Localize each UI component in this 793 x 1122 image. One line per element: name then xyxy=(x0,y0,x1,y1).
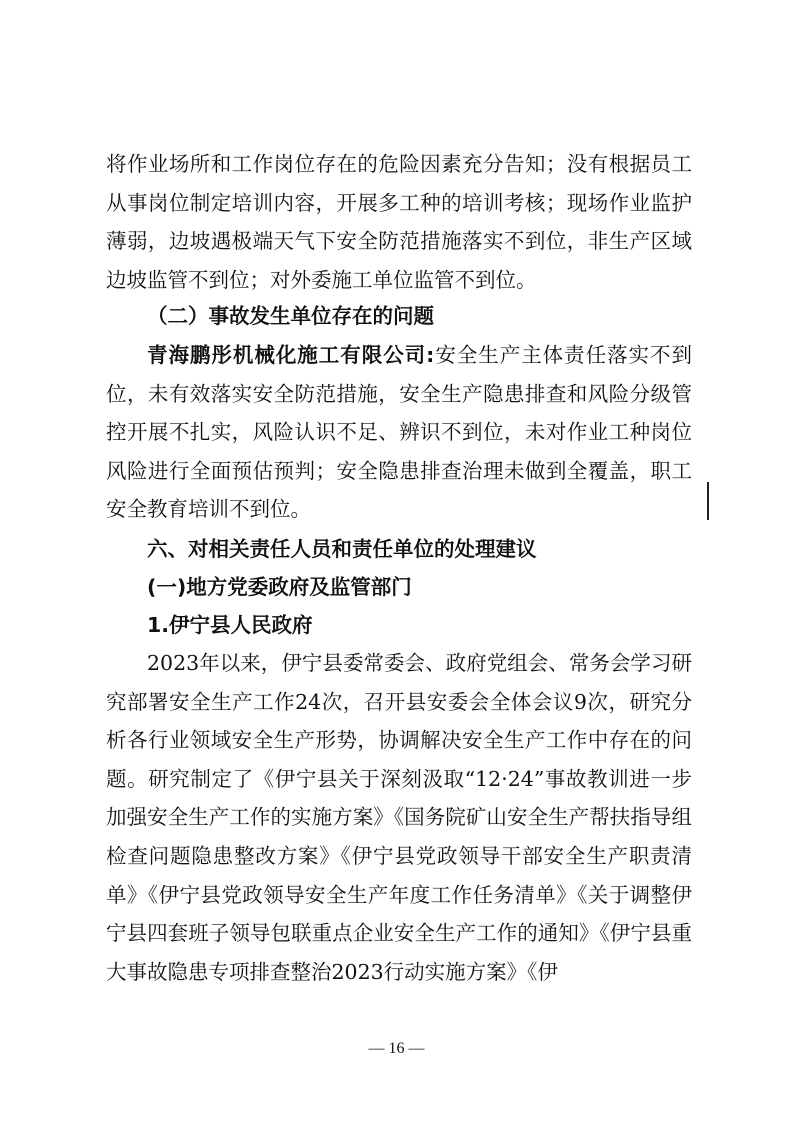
paragraph-hazard-notification: 将作业场所和工作岗位存在的危险因素充分告知；没有根据员工从事岗位制定培训内容，开展多工种的培训考核；现场作业监护薄弱，边坡遇极端天气下安全防范措施落实不到位，非生产区域边坡监管不到位；对外委施工单位监管不到位。 xyxy=(106,152,692,292)
margin-mark xyxy=(707,482,709,520)
subheading-local-government: (一)地方党委政府及监管部门 xyxy=(147,575,412,599)
paragraph-company-problems xyxy=(106,336,692,529)
company-name: 青海鹏彤机械化施工有限公司: xyxy=(147,343,435,367)
page-number: — 16 — xyxy=(368,1040,425,1057)
paragraph-county-work-summary: 2023年以来，伊宁县委常委会、政府党组会、常务会学习研究部署安全生产工作24次，召开县安委会全体会议9次，研究分析各行业领域安全生产形势，协调解决安全生产工作中存在的问题。研究制定了《伊宁县关于深刻汲取“12·24”事故教训进一步加强安全生产工作的实施方案》《国务院矿山安全生产帮扶指导组检查问题隐患整改方案》《伊宁县党政领导干部安全生产职责清单》《伊宁县党政领导安全生产年度工作任务清单》《关于调整伊宁县四套班子领导包联重点企业安全生产工作的通知》《伊宁县重大事故隐患专项排查整治2023行动实施方案》《伊 xyxy=(106,651,692,984)
section-heading-unit-problems: （二）事故发生单位存在的问题 xyxy=(147,304,434,328)
company-problems-text: 安全生产主体责任落实不到位，未有效落实安全防范措施，安全生产隐患排查和风险分级管控开展不扎实，风险认识不足、辨识不到位，未对作业工种岗位风险进行全面预估预判；安全隐患排查治理未做到全覆盖，职工安全教育培训不到位。 xyxy=(106,343,693,522)
subheading-yining-county-government: 1.伊宁县人民政府 xyxy=(147,613,313,637)
chapter-heading-handling-suggestions: 六、对相关责任人员和责任单位的处理建议 xyxy=(147,537,537,561)
